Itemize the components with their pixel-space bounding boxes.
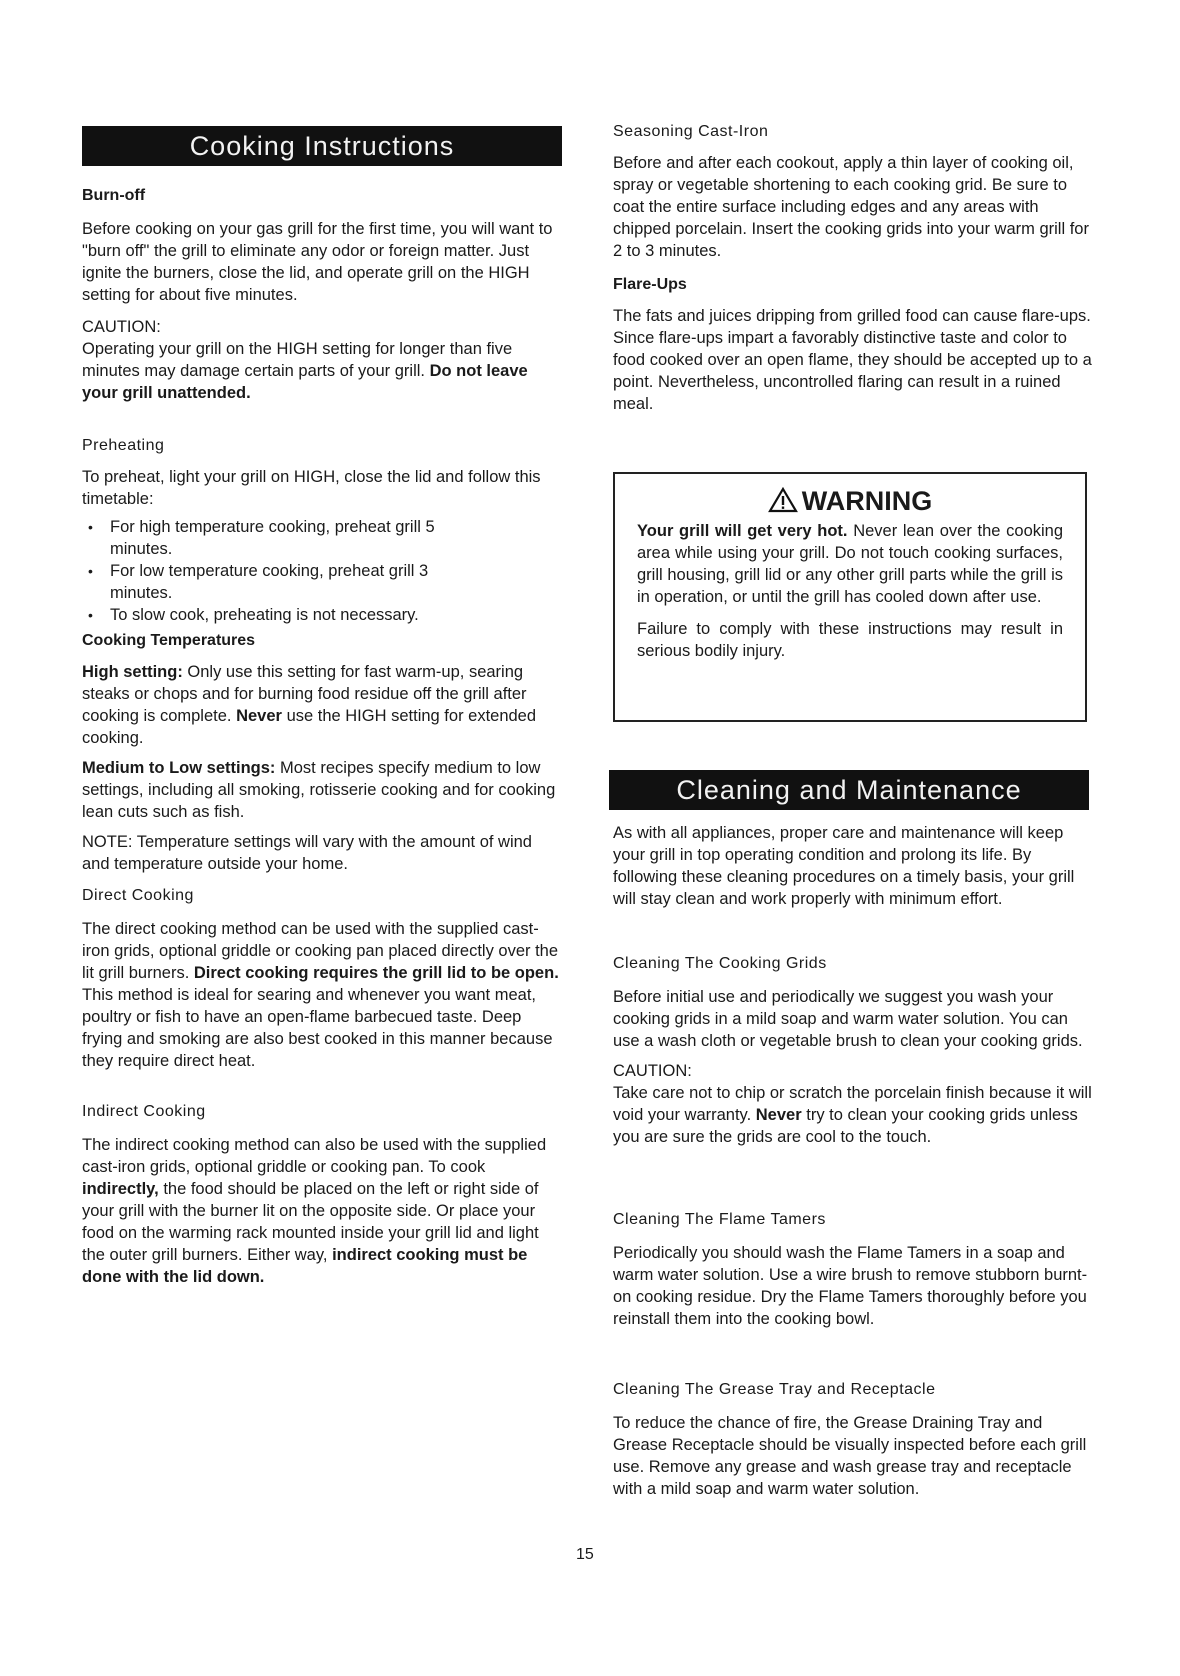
tamers-body: Periodically you should wash the Flame Tamers in a soap and warm water solution. Use a wire brush to remove stubborn burnt-on cooking residue. Dry the Flame Tamers thoroughly before you reinstall them into the cooking bowl. xyxy=(613,1244,1088,1328)
warning-text xyxy=(637,520,1063,608)
preheating-list-item: • For low temperature cooking, preheat grill 3 minutes. xyxy=(110,560,470,604)
burnoff-caution-bold: Do not leave your grill unattended. xyxy=(82,362,528,402)
preheating-list-item: • For high temperature cooking, preheat grill 5 minutes. xyxy=(110,516,470,560)
warning-title-text: WARNING xyxy=(801,486,933,516)
flareups-section xyxy=(613,275,1093,415)
grease-body: To reduce the chance of fire, the Grease Draining Tray and Grease Receptacle should be visually inspected before each grill use. Remove any grease and wash grease tray and receptacle with a mild soap and warm water solution. xyxy=(613,1414,1087,1498)
tamers-heading: Cleaning The Flame Tamers xyxy=(613,1211,826,1228)
indirect-cooking-section xyxy=(82,1102,562,1288)
high-setting-paragraph xyxy=(82,661,562,749)
direct-cooking-text1: The direct cooking method can be used with the supplied cast-iron grids, optional griddle or cooking pan placed directly over the lit grill burners. xyxy=(82,920,559,982)
indirect-cooking-bold1: indirectly, xyxy=(82,1180,159,1198)
cleaning-intro-section xyxy=(613,822,1093,910)
preheating-intro: To preheat, light your grill on HIGH, close the lid and follow this timetable: xyxy=(82,468,541,508)
indirect-cooking-heading: Indirect Cooking xyxy=(82,1103,206,1120)
grids-caution-tail: try to clean your cooking grids unless you are sure the grids are cool to the touch. xyxy=(613,1106,1078,1146)
preheating-heading: Preheating xyxy=(82,437,165,454)
grids-caution xyxy=(613,1082,1093,1148)
burnoff-caution-text: Operating your grill on the HIGH setting for longer than five minutes may damage certain parts of your grill. xyxy=(82,340,513,380)
seasoning-heading: Seasoning Cast-Iron xyxy=(613,123,769,140)
warning-title xyxy=(637,484,1063,518)
direct-cooking-text2: This method is ideal for searing and whenever you want meat, poultry or fish to have an open-flame barbecued taste. Deep frying and smoking are also best cooked in this manner because they require direct heat. xyxy=(82,986,553,1070)
medium-setting-text: Most recipes specify medium to low settings, including all smoking, rotisserie cooking and for cooking lean cuts such as fish. xyxy=(82,759,556,821)
flareups-heading: Flare-Ups xyxy=(613,276,687,293)
high-setting-never: Never xyxy=(236,707,282,725)
burnoff-section xyxy=(82,186,562,404)
grids-heading: Cleaning The Cooking Grids xyxy=(613,955,827,972)
direct-cooking-body xyxy=(82,918,562,1072)
indirect-cooking-text2: the food should be placed on the left or right side of your grill with the burner lit on the opposite side. Or place your food on the warming rack mounted inside your grill lid and light the outer grill burners. Either way, xyxy=(82,1180,539,1264)
seasoning-section xyxy=(613,122,1093,262)
direct-cooking-heading: Direct Cooking xyxy=(82,887,194,904)
preheating-section xyxy=(82,436,562,626)
high-setting-tail: use the HIGH setting for extended cooking. xyxy=(82,707,537,747)
indirect-cooking-text1: The indirect cooking method can also be used with the supplied cast-iron grids, optional griddle or cooking pan. To cook xyxy=(82,1136,547,1176)
burnoff-heading: Burn-off xyxy=(82,187,146,204)
cleaning-maintenance-banner: Cleaning and Maintenance xyxy=(609,770,1089,810)
preheating-list-item: • To slow cook, preheating is not necessary. xyxy=(110,604,562,626)
cooking-temperatures-heading: Cooking Temperatures xyxy=(82,632,256,649)
high-setting-label: High setting: xyxy=(82,663,183,681)
flareups-body: The fats and juices dripping from grilled food can cause flare-ups. Since flare-ups impart a favorably distinctive taste and color to food cooked over an open flame, they should be accepted up to a point. Nevertheless, uncontrolled flaring can result in a ruined meal. xyxy=(613,307,1092,413)
warning-text-2: Failure to comply with these instructions may result in serious bodily injury. xyxy=(637,620,1063,660)
tamers-section xyxy=(613,1210,1093,1330)
burnoff-caution-label: CAUTION: xyxy=(82,318,161,336)
page-number: 15 xyxy=(576,1546,594,1563)
medium-setting-paragraph xyxy=(82,757,562,823)
cleaning-intro: As with all appliances, proper care and maintenance will keep your grill in top operating condition and prolong its life. By following these cleaning procedures on a timely basis, your grill will stay clean and work properly with minimum effort. xyxy=(613,824,1075,908)
medium-setting-label: Medium to Low settings: xyxy=(82,759,276,777)
preheating-list xyxy=(82,516,562,626)
grids-caution-never: Never xyxy=(755,1106,802,1124)
burnoff-body: Before cooking on your gas grill for the first time, you will want to "burn off" the grill to eliminate any odor or foreign matter. Just ignite the burners, close the lid, and operate grill on the HIGH setting for about five minutes. xyxy=(82,220,553,304)
seasoning-body: Before and after each cookout, apply a thin layer of cooking oil, spray or vegetable shortening to each cooking grid. Be sure to coat the entire surface including edges and any areas with chipped porcelain. Insert the cooking grids into your warm grill for 2 to 3 minutes. xyxy=(613,154,1089,260)
indirect-cooking-bold2: indirect cooking must be done with the lid down. xyxy=(82,1246,528,1286)
grease-heading: Cleaning The Grease Tray and Receptacle xyxy=(613,1381,936,1398)
note-text: Temperature settings will vary with the amount of wind and temperature outside your home. xyxy=(82,833,532,873)
cooking-temperatures-section xyxy=(82,631,562,875)
burnoff-caution xyxy=(82,338,562,404)
note-paragraph xyxy=(82,831,562,875)
warning-box xyxy=(613,472,1087,722)
warning-body: Never lean over the cooking area while using your grill. Do not touch cooking surfaces, grill housing, grill lid or any other grill parts while the grill is in operation, or until the grill has cooled down after use. xyxy=(637,522,1064,606)
warning-bold: Your grill will get very hot. xyxy=(637,522,848,540)
cooking-instructions-banner: Cooking Instructions xyxy=(82,126,562,166)
high-setting-text: Only use this setting for fast warm-up, searing steaks or chops and for burning food residue off the grill after cooking is complete. xyxy=(82,663,527,725)
direct-cooking-bold: Direct cooking requires the grill lid to be open. xyxy=(193,964,559,982)
direct-cooking-section xyxy=(82,886,562,1072)
grids-caution-text: Take care not to chip or scratch the porcelain finish because it will void your warranty. xyxy=(613,1084,1092,1124)
grease-section xyxy=(613,1380,1093,1500)
grids-caution-label: CAUTION: xyxy=(613,1062,692,1080)
grids-body: Before initial use and periodically we suggest you wash your cooking grids in a mild soap and warm water solution. You can use a wash cloth or vegetable brush to clean your cooking grids. xyxy=(613,988,1083,1050)
grids-section xyxy=(613,954,1093,1148)
note-label: NOTE: xyxy=(82,833,133,851)
warning-triangle-icon xyxy=(768,487,798,513)
indirect-cooking-body xyxy=(82,1134,562,1288)
